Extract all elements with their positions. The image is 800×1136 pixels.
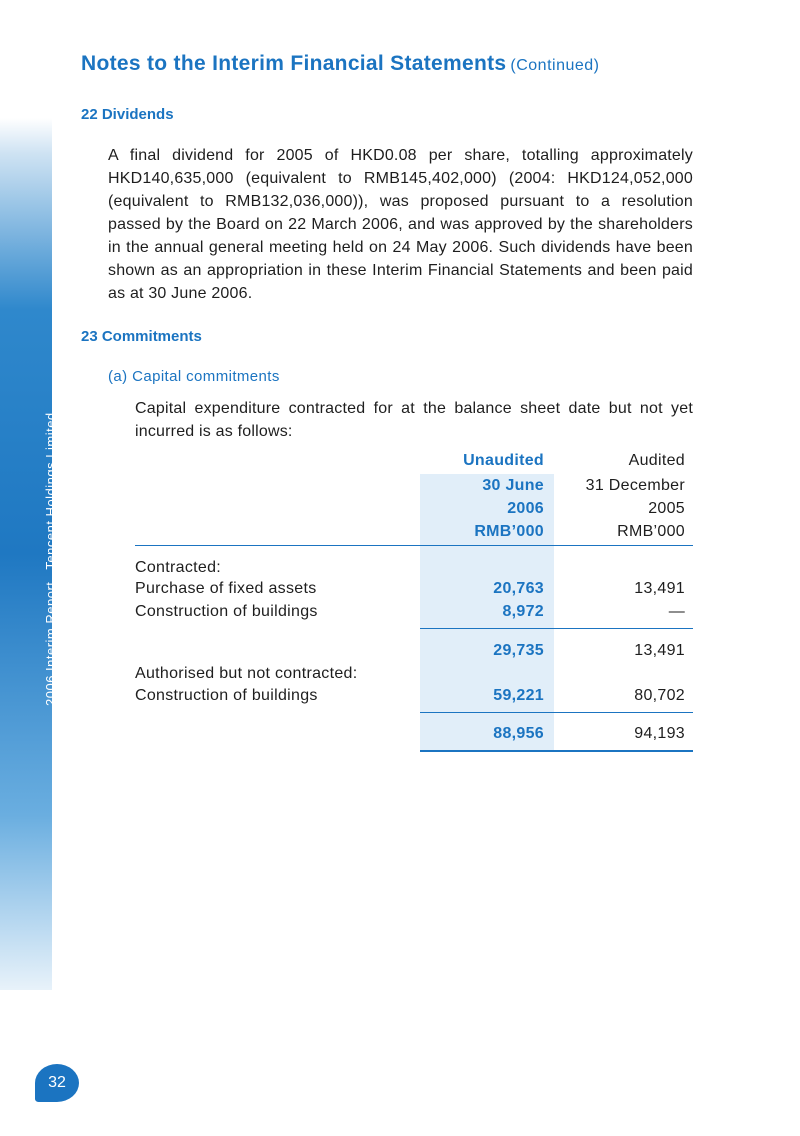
- col2-year-header: 2005: [648, 500, 685, 517]
- col2-date-header: 31 December: [585, 477, 685, 494]
- total-double-rule: [420, 750, 693, 752]
- side-company-label: Tencent Holdings Limited: [43, 412, 58, 570]
- section-23-heading: 23 Commitments: [81, 328, 202, 345]
- total-value-unaudited: 88,956: [493, 725, 544, 742]
- row-label: Authorised but not contracted:: [135, 665, 358, 682]
- row-label: Construction of buildings: [135, 687, 318, 704]
- row-label: Contracted:: [135, 559, 222, 576]
- row-value-unaudited: 8,972: [502, 603, 544, 620]
- row-value-audited: 80,702: [634, 687, 685, 704]
- page-title-main: Notes to the Interim Financial Statements: [81, 52, 507, 75]
- capital-commitments-subheading: (a) Capital commitments: [108, 368, 280, 385]
- page-title-continued: (Continued): [510, 57, 600, 74]
- row-label: Construction of buildings: [135, 603, 318, 620]
- row-value-unaudited: 59,221: [493, 687, 544, 704]
- subtotal-value-audited: 13,491: [634, 642, 685, 659]
- side-running-title: [43, 412, 58, 706]
- col1-date-header: 30 June: [482, 477, 544, 494]
- row-value-audited: —: [668, 603, 685, 620]
- col2-unit-header: RMB’000: [617, 523, 685, 540]
- subtotal-value-unaudited: 29,735: [493, 642, 544, 659]
- page-number: 32: [35, 1064, 79, 1102]
- col1-year-header: 2006: [507, 500, 544, 517]
- col1-status-header: Unaudited: [463, 452, 544, 469]
- total-value-audited: 94,193: [634, 725, 685, 742]
- commitments-intro-paragraph: Capital expenditure contracted for at the balance sheet date but not yet incurred is as follows:: [135, 400, 693, 440]
- side-report-label: 2006 Interim Report: [43, 581, 58, 706]
- page-title: [81, 52, 600, 76]
- col1-unit-header: RMB’000: [474, 523, 544, 540]
- row-value-audited: 13,491: [634, 580, 685, 597]
- dividends-paragraph: A final dividend for 2005 of HKD0.08 per share, totalling approximately HKD140,635,000 (equivalent to RMB145,402,000) (2004: HKD124,052,000 (equivalent to RMB132,036,000)), was proposed pursuant to a resolution passed by the Board on 22 March 2006, and was approved by the shareholders in the annual general meeting held on 24 May 2006. Such dividends have been shown as an appropriation in these Interim Financial Statements and been paid as at 30 June 2006.: [108, 147, 693, 302]
- subtotal-rule: [420, 628, 693, 629]
- row-label: Purchase of fixed assets: [135, 580, 317, 597]
- header-rule: [135, 545, 693, 546]
- col2-status-header: Audited: [628, 452, 685, 469]
- total-rule: [420, 712, 693, 713]
- section-22-heading: 22 Dividends: [81, 106, 174, 123]
- row-value-unaudited: 20,763: [493, 580, 544, 597]
